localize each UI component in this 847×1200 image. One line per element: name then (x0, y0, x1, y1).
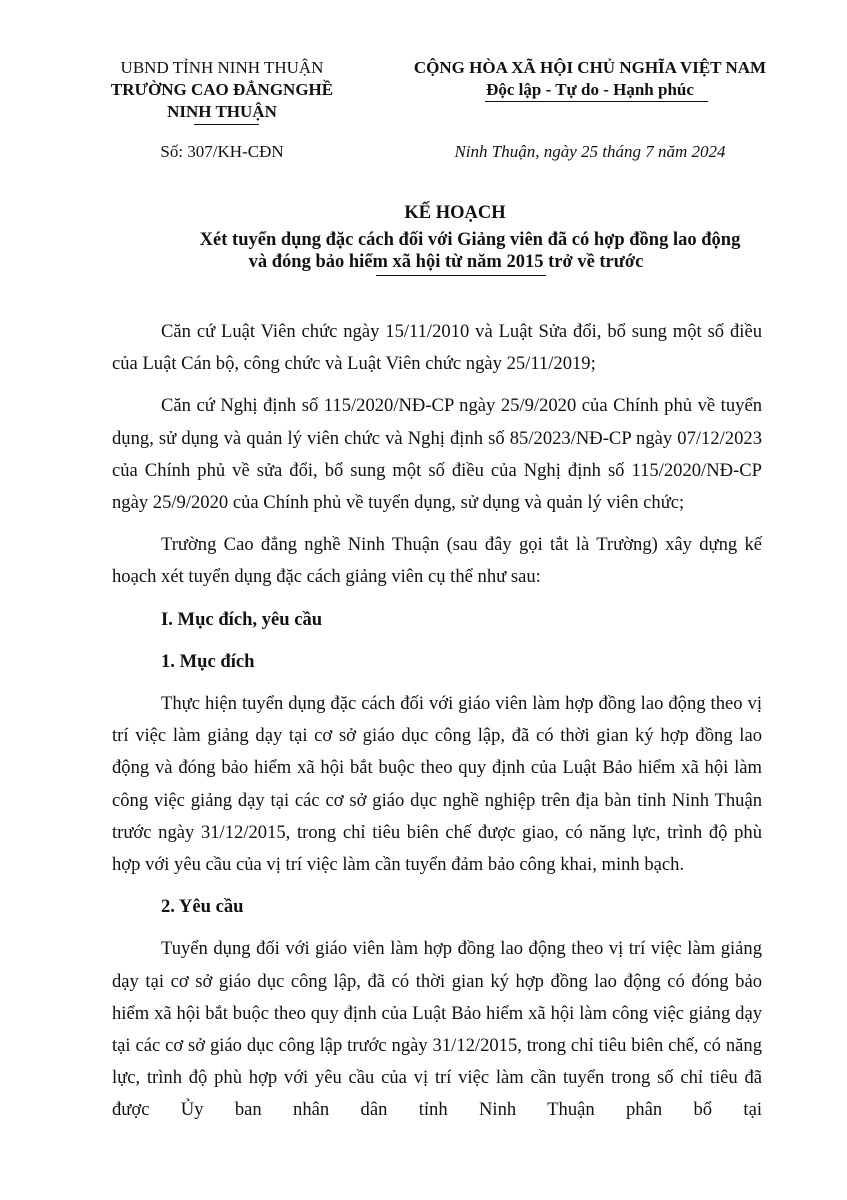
document-number: Số: 307/KH-CĐN (160, 142, 284, 161)
paragraph-intro: Trường Cao đẳng nghề Ninh Thuận (sau đây gọi tắt là Trường) xây dựng kế hoạch xét tuyển dụng đặc cách giảng viên cụ thể như sau: (112, 534, 762, 588)
subsection-heading-requirements: 2. Yêu cầu (161, 896, 244, 918)
school-name-line1: TRƯỜNG CAO ĐẲNGNGHỀ (110, 80, 334, 99)
document-subtitle-line2: và đóng bảo hiểm xã hội từ năm 2015 trở về trước (248, 252, 644, 272)
school-underline (194, 124, 259, 125)
document-subtitle-line1: Xét tuyển dụng đặc cách đối với Giảng viên đã có hợp đồng lao động (199, 230, 741, 250)
section-heading-purpose-requirements: I. Mục đích, yêu cầu (161, 608, 323, 630)
motto-underline (485, 101, 708, 102)
paragraph-legal-basis-1: Căn cứ Luật Viên chức ngày 15/11/2010 và Luật Sửa đổi, bổ sung một số điều của Luật Cán bộ, công chức và Luật Viên chức ngày 25/11/2019; (112, 321, 762, 375)
national-motto: Độc lập - Tự do - Hạnh phúc (486, 80, 694, 99)
document-title: KẾ HOẠCH (404, 203, 506, 223)
school-name-line2: NINH THUẬN (167, 102, 277, 121)
document-body (112, 316, 762, 1137)
paragraph-requirements: Tuyển dụng đối với giáo viên làm hợp đồng lao động theo vị trí việc làm giảng dạy tại cơ sở giáo dục công lập, đã có thời gian ký hợp đồng lao động có đóng bảo hiểm xã hội bắt buộc theo quy định của Luật Bảo hiểm xã hội làm công việc giảng dạy tại các cơ sở giáo dục công lập trước ngày 31/12/2015, trong chỉ tiêu biên chế, có năng lực, trình độ phù hợp với yêu cầu của vị trí việc làm cần tuyển trong số chỉ tiêu đã được Ủy ban nhân dân tỉnh Ninh Thuận phân bổ tại (112, 938, 762, 1121)
country-name: CỘNG HÒA XÃ HỘI CHỦ NGHĨA VIỆT NAM (413, 58, 767, 77)
paragraph-purpose: Thực hiện tuyển dụng đặc cách đối với giáo viên làm hợp đồng lao động theo vị trí việc làm giảng dạy tại cơ sở giáo dục công lập, đã có thời gian ký hợp đồng lao động và đóng bảo hiểm xã hội bắt buộc theo quy định của Luật Bảo hiểm xã hội làm công việc giảng dạy tại các cơ sở giáo dục nghề nghiệp trên địa bàn tỉnh Ninh Thuận trước ngày 31/12/2015, trong chỉ tiêu biên chế được giao, có năng lực, trình độ phù hợp với yêu cầu của vị trí việc làm cần tuyển đảm bảo công khai, minh bạch. (112, 693, 762, 876)
agency-name: UBND TỈNH NINH THUẬN (120, 58, 324, 77)
title-underline (376, 275, 546, 276)
paragraph-legal-basis-2: Căn cứ Nghị định số 115/2020/NĐ-CP ngày 25/9/2020 của Chính phủ về tuyển dụng, sử dụng và quản lý viên chức và Nghị định số 85/2023/NĐ-CP ngày 07/12/2023 của Chính phủ về sửa đổi, bổ sung một số điều của Nghị định số 115/2020/NĐ-CP ngày 25/9/2020 của Chính phủ về tuyển dụng, sử dụng và quản lý viên chức; (112, 395, 762, 514)
subsection-heading-purpose: 1. Mục đích (161, 650, 255, 672)
place-and-date: Ninh Thuận, ngày 25 tháng 7 năm 2024 (454, 142, 726, 161)
